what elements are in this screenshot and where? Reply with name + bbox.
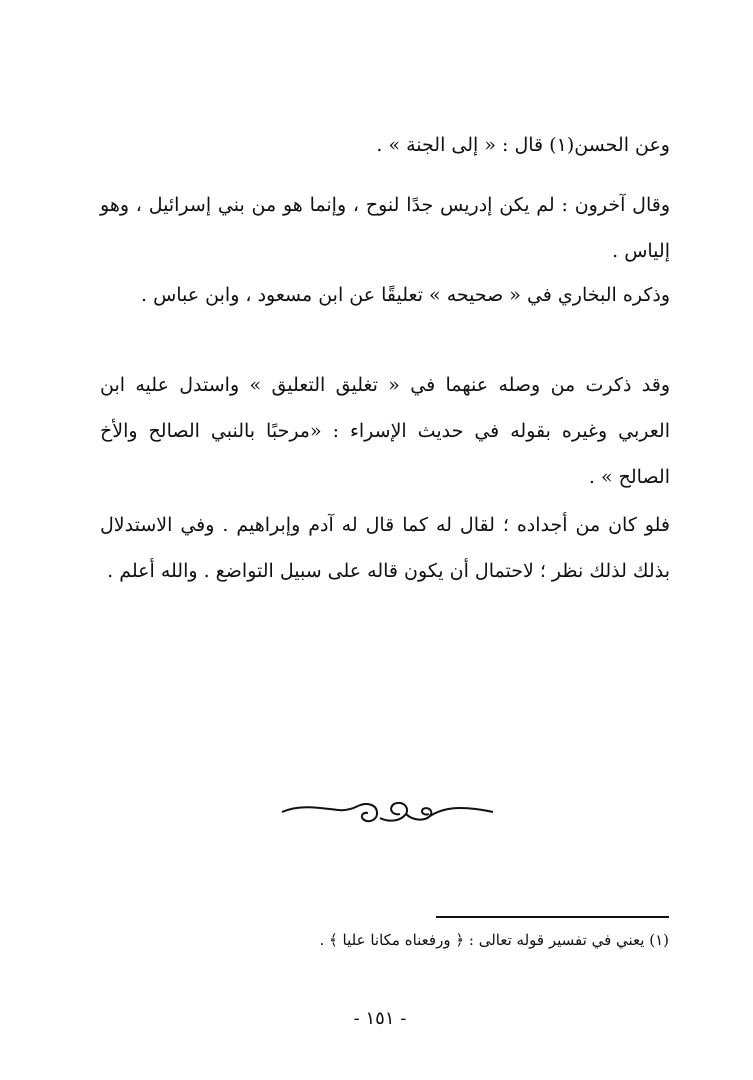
page-number: - ١٥١ - — [353, 1008, 407, 1029]
ornament-center-loop — [380, 803, 407, 821]
ornament-left-curl — [358, 804, 377, 821]
ornament-right-curl — [406, 808, 431, 820]
paragraph-3-text: وذكره البخاري في « صحيحه » تعليقًا عن ابن مسعود ، وابن عباس . — [141, 284, 670, 306]
ornament-right-stroke — [430, 808, 493, 816]
paragraph-3 — [100, 272, 670, 318]
footnote-separator — [436, 916, 669, 918]
paragraph-1-text: وعن الحسن(١) قال : « إلى الجنة » . — [376, 134, 670, 156]
paragraph-5 — [100, 502, 670, 594]
paragraph-4 — [100, 362, 670, 500]
paragraph-4-text: وقد ذكرت من وصله عنهما في « تغليق التعليق » واستدل عليه ابن العربي وغيره بقوله في حديث الإسراء : «مرحبًا بالنبي الصالح والأخ الصالح » . — [100, 374, 670, 488]
paragraph-2-text: وقال آخرون : لم يكن إدريس جدًا لنوح ، وإنما هو من بني إسرائيل ، وهو إلياس . — [100, 194, 670, 262]
paragraph-5-text: فلو كان من أجداده ؛ لقال له كما قال له آدم وإبراهيم . وفي الاستدلال بذلك لذلك نظر ؛ لاحتمال أن يكون قاله على سبيل التواضع . والله أعلم . — [100, 514, 670, 582]
section-divider-ornament — [280, 790, 495, 830]
paragraph-1 — [100, 122, 670, 168]
paragraph-2 — [100, 182, 670, 274]
footnote: (١) يعني في تفسير قوله تعالى : ﴿ ورفعناه مكانا عليا ﴾ . — [319, 931, 669, 949]
ornament-left-stroke — [282, 806, 358, 812]
